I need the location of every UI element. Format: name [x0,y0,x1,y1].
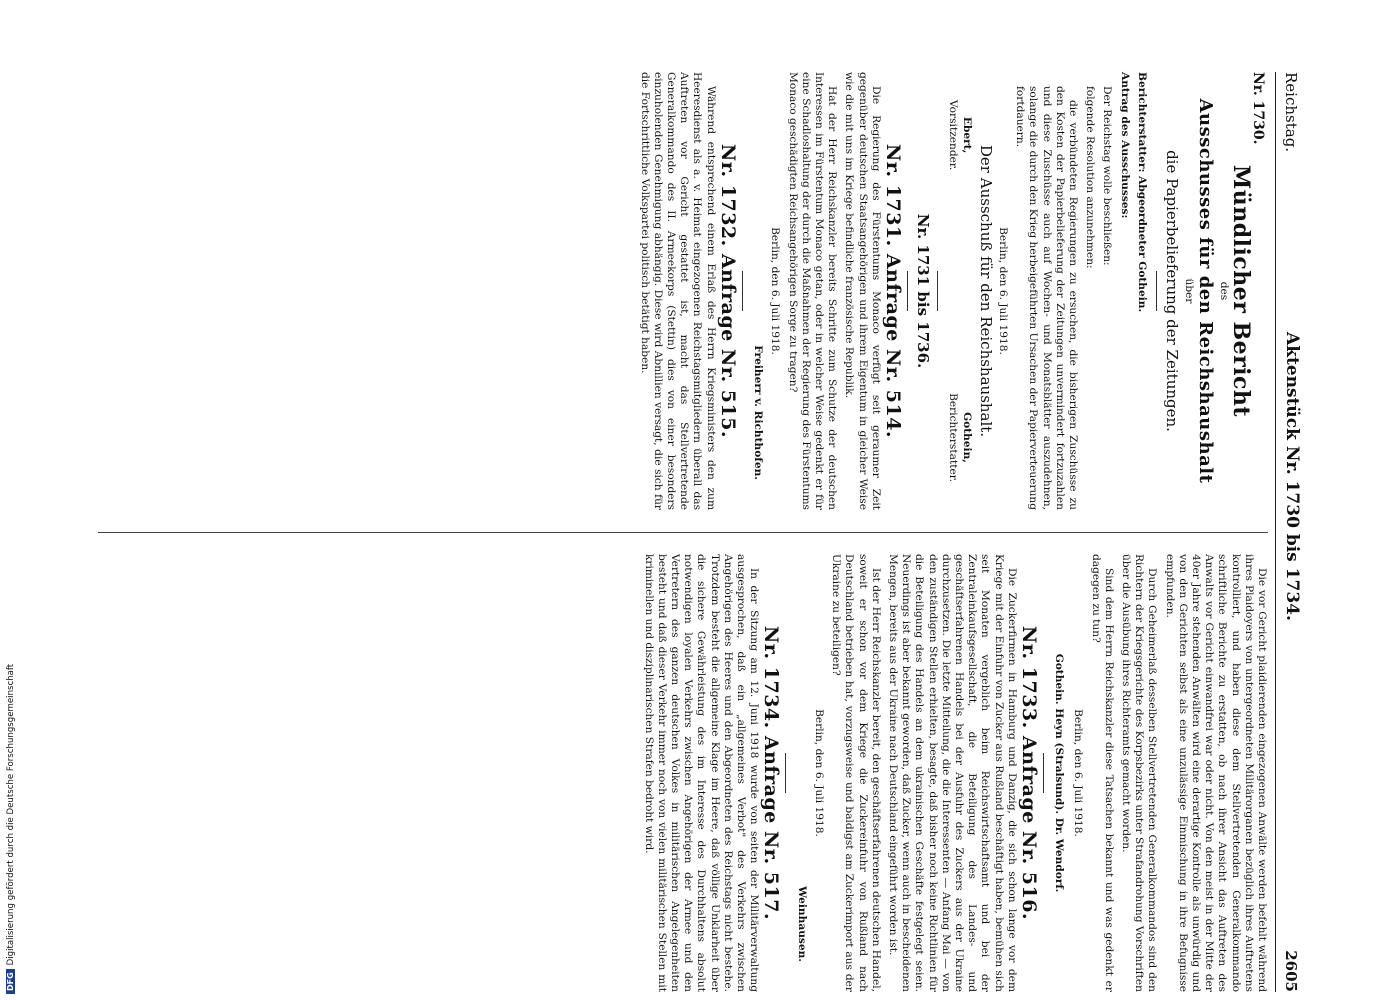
section-1733-title: Anfrage Nr. 516. [1017,735,1040,921]
left-column [633,72,1268,510]
signature-reporter [946,393,972,482]
section-1733-date: Berlin, den 6. Juli 1918. [812,709,825,837]
section-1732-title: Anfrage Nr. 515. [716,253,739,439]
section-1734-text: In der Sitzung am 12. Juni 1918 wurde von seiten der Militärverwaltung ausgesprochen, daß ein „allgemeines Verbot" des Verkehrs zwischen Angehörigen des Heeres und den Abgeordneten des Reichstags nicht bestehe. Trotzdem besteht die allgemeine Klage im Heere, daß völlige Unklarheit über die sichere Gewährleistung des im Interesse des Durchhaltens absolut notwendigen loyalen Verkehrs zwischen Angehörigen der Armee und den Vertretern des ganzen deutschen Volkes in militärischen Angelegenheiten besteht und daß dieser Verkehr immer noch von vielen militärischen Stellen mit kriminellen und disziplinarischen Strafen bedroht wird. [642,554,761,992]
divider [907,271,908,311]
signature-chair-name: Ebert, [960,116,973,154]
section-1731-text: Die Regierung des Fürstentums Monaco verfügt seit geraumer Zeit gegenüber deutschen Staatsangehörigen und ihrem Eigentum in gleicher Weise wie die mit uns im Kriege befindliche französische Republik. [843,72,882,510]
section-1730-resolution: folgende Resolution anzunehmen: [1084,86,1097,269]
continuation-signatures: Gothein. Heyn (Stralsund). Dr. Wendorf. [1053,653,1066,893]
continuation-text-2: Durch Geheimerlaß desselben Stellvertretenden Generalkommandos sind den Richtern der Kriegsgerichte des Korpsbezirks unter Strafandrohung Vorschriften über die Ausübung ihres Richteramts gemacht worden. [1119,554,1159,992]
right-column [637,554,1268,992]
section-1733-text: Die Zuckerfirmen in Hamburg und Danzig, die sich schon lange vor dem Kriege mit der Einfuhr von Zucker aus Rußland beschäftigt haben, bemühen sich seit Monaten vergeblich beim Reichswirtschaftsamt und bei der Zentraleinkaufsgesellschaft, die Beteiligung des Landes- und geschäftserfahrenen Handels bei der Ausfuhr des Zuckers aus der Ukraine durchzusetzen. Die letzte Mitteilung, die die Interessenten — Anfang Mai — von den zuständigen Stellen erhielten, besagte, daß bisher noch keine Richtlinien für die Beteiligung des Handels an dem ukrainischen Geschäfte festgelegt seien. Neuerdings ist aber bekannt geworden, daß Zucker, wenn auch in bescheidenen Mengen, bereits aus der Ukraine nach Deutschland eingeführt worden ist. [886,554,1018,992]
page-header [1275,72,1302,992]
signature-reporter-name: Gothein, [960,412,973,463]
column-divider [98,532,1268,533]
section-1731-signature: Freiherr v. Richthofen. [752,345,765,480]
divider [786,753,787,793]
divider [937,271,938,311]
continuation-text: Die vor Gericht plaidierenden eingezogenen Anwälte werden befehlt während ihres Plaidoyers von untergeordneten Militärorganen bezüglich ihres Auftretens kontrolliert, und haben diese dem Stellvertretenden Generalkommando schriftliche Berichte zu erstatten, ob nach ihrer Ansicht das Auftreten des Anwalts vor Gericht einwandfrei war oder nicht. Von den meist in der Mitte der 40er Jahre stehenden Anwälten wird eine derartige Kontrolle als unwürdig und von den Gerichten selbst als eine unzulässige Einmischung in ihre Befugnisse empfunden. [1163,554,1268,992]
section-1730-number: Nr. 1730. [1250,72,1266,145]
section-1730-signatures [946,72,972,510]
continuation-question: Sind dem Herrn Reichskanzler diese Tatsachen bekannt und was gedenkt er dagegen zu tun? [1089,554,1115,992]
section-1730-subject: die Papierbelieferung der Zeitungen. [1162,150,1181,432]
section-1730-committee: Der Ausschuß für den Reichshaushalt. [976,144,995,438]
divider [1156,271,1157,311]
signature-reporter-role: Berichterstatter. [947,393,960,482]
section-1730-date: Berlin, den 6. Juli 1918. [996,227,1009,355]
section-1730-motion: Antrag des Ausschusses: [1118,72,1131,219]
header-left: Reichstag. [1282,72,1300,153]
dfg-logo-icon: DFG [6,969,15,994]
section-1734-number: Nr. 1734. [760,625,783,729]
section-1730-committee-title: Ausschusses für den Reichshaushalt [1195,98,1217,484]
section-1730-motion-text: Der Reichstag wolle beschließen: [1101,86,1114,266]
continuation-date: Berlin, den 6. Juli 1918. [1072,709,1085,837]
section-1730-ueber: über [1183,278,1196,304]
page-number: 2605 [1282,950,1300,992]
header-title: Aktenstück Nr. 1730 bis 1734. [1282,332,1302,621]
section-1731-title: Anfrage Nr. 514. [881,253,904,439]
section-1733-signature: Weinhausen. [795,886,808,962]
divider [742,271,743,311]
divider [1043,753,1044,793]
digitization-credit-text: Digitalisierung gefördert durch die Deutsche Forschungsgemeinschaft [6,663,16,966]
section-1733-question: Ist der Herr Reichskanzler bereit, den geschäftserfahrenen deutschen Handel, soweit er schon vor dem Kriege die Zuckereinfuhr von Rußland nach Deutschland betrieben hat, vorzugsweise und baldigst am Zuckerimport aus der Ukraine zu beteiligen? [830,554,882,992]
section-1732-text: Während entsprechend einem Erlaß des Herrn Kriegsministers den zum Heeresdienst als a. v. Heimat eingezogenen Reichstagsmitgliedern überall das Auftreten vor Gericht gestattet ist, macht das Stellvertretende Generalkommando des II. Armeekorps (Stettin) dies von einer besonders einzuholenden Genehmigung abhängig. Diese wird Abnillien versagt, die sich für die Fortschrittliche Volkspartei politisch betätigt haben. [638,72,717,510]
section-1731-number: Nr. 1731. [881,143,904,247]
section-1730-reporter: Berichterstatter: Abgeordneter Gothein. [1135,72,1148,313]
section-1730-resolution-text: die verbündeten Regierungen zu ersuchen, die bisherigen Zuschüsse zu den Kosten der Papierbelieferung der Zeitungen unvermindert fortzuzahlen und diese Zuschüsse auch auf Wochen- und Monatsblätter auszudehnen, solange die durch den Krieg herbeigeführten Ursachen der Papierverteuerung fortdauern. [1014,86,1079,510]
document-page [82,72,1302,992]
section-1731-question: Hat der Herr Reichskanzler bereits Schritte zum Schutze der deutschen Interessen im Fürstentum Monaco getan, oder in welcher Weise gedenkt er für eine Schadloshaltung der durch die Maßnahmen der Regierung des Fürstentums Monaco geschädigten Reichsangehörigen Sorge zu tragen? [786,72,839,510]
section-1732-number: Nr. 1732. [716,143,739,247]
section-1734-title: Anfrage Nr. 517. [760,735,783,921]
digitization-credit [6,0,18,994]
section-1730-des: des [1217,281,1230,301]
section-1733-number: Nr. 1733. [1017,625,1040,729]
section-1730-title: Mündlicher Bericht [1227,164,1254,418]
signature-chair [946,100,972,170]
range-heading: Nr. 1731 bis 1736. [914,213,933,369]
section-1731-date: Berlin, den 6. Juli 1918. [769,227,782,355]
signature-chair-role: Vorsitzender. [947,100,960,171]
